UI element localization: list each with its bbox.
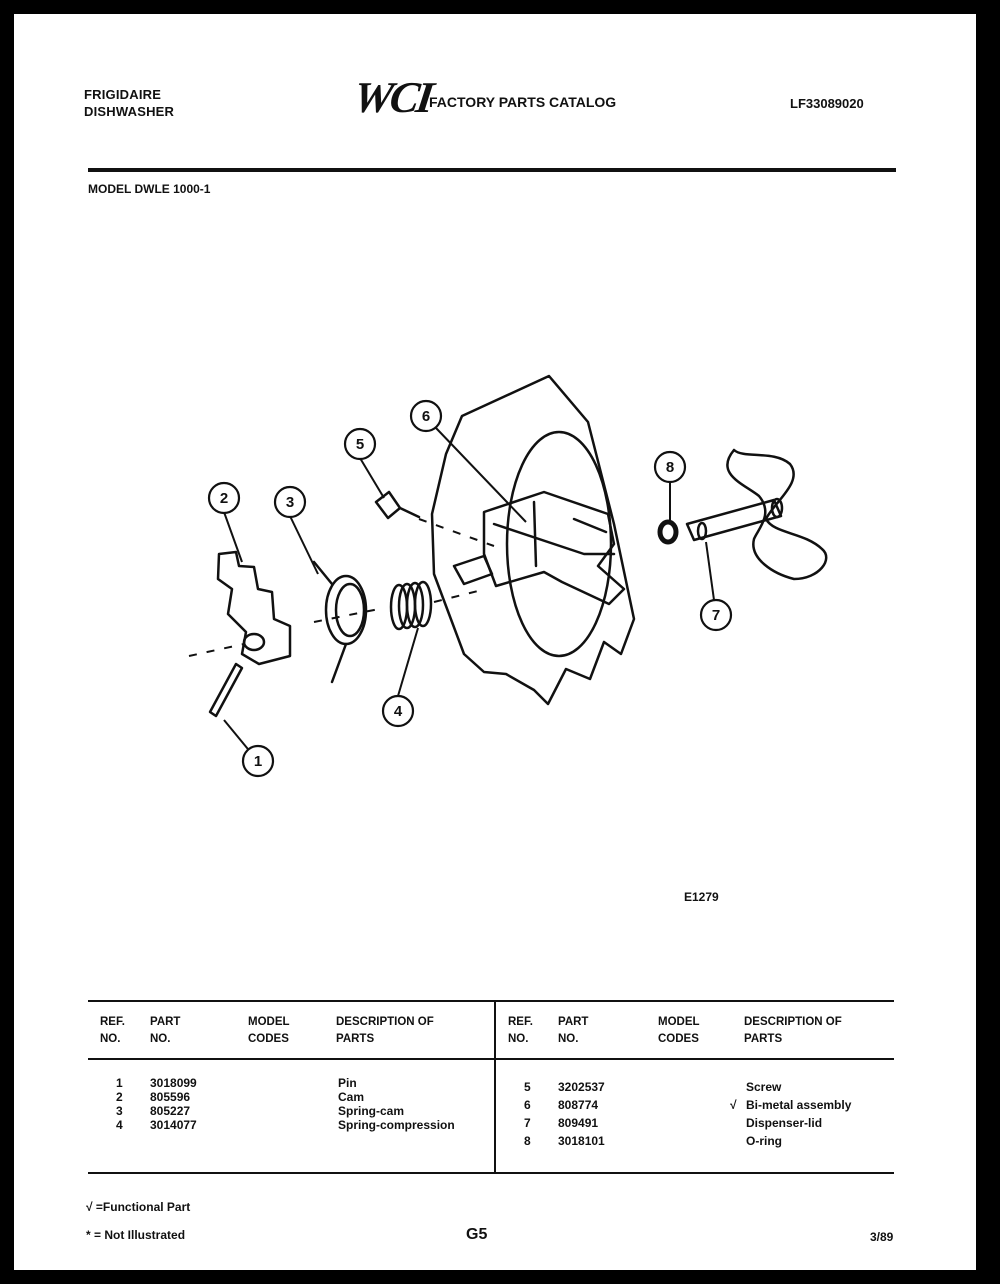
header-desc-right: DESCRIPTION OF PARTS xyxy=(744,1016,842,1045)
table-divider xyxy=(494,1000,496,1172)
row-part: 3202537 xyxy=(558,1080,605,1094)
row-ref: 1 xyxy=(116,1076,123,1090)
parts-table xyxy=(88,1000,894,1176)
row-ref: 2 xyxy=(116,1090,123,1104)
row-desc: Bi-metal assembly xyxy=(746,1098,852,1112)
row-ref: 5 xyxy=(524,1080,531,1094)
table-top-rule xyxy=(88,1000,894,1002)
pin xyxy=(210,664,242,716)
figure-code: E1279 xyxy=(684,890,719,904)
row-ref: 8 xyxy=(524,1134,531,1148)
housing-face xyxy=(507,432,611,656)
functional-part-note: √ =Functional Part xyxy=(86,1200,191,1214)
product-name: DISHWASHER xyxy=(84,104,175,119)
callout-2-label: 2 xyxy=(219,490,229,507)
row-ref: 3 xyxy=(116,1104,123,1118)
row-ref: 4 xyxy=(116,1118,123,1132)
row-part: 3014077 xyxy=(150,1118,197,1132)
callout-5-label: 5 xyxy=(355,436,365,453)
header-part-right: PART NO. xyxy=(558,1016,589,1045)
row-desc: Spring-cam xyxy=(338,1104,405,1118)
callout-8-label: 8 xyxy=(665,459,675,476)
row-part: 805596 xyxy=(150,1090,191,1104)
header-codes-left: MODEL CODES xyxy=(248,1016,290,1045)
lid-outline xyxy=(727,450,826,579)
header-ref-left: REF. NO. xyxy=(100,1016,125,1045)
row-part: 3018101 xyxy=(558,1134,605,1148)
exploded-diagram xyxy=(14,14,976,914)
row-part: 808774 xyxy=(558,1098,599,1112)
header-desc-left: DESCRIPTION OF PARTS xyxy=(336,1016,434,1045)
catalog-page xyxy=(14,14,976,1270)
table-header-rule xyxy=(88,1058,894,1060)
row-desc: Spring-compression xyxy=(338,1118,455,1132)
callout-6-label: 6 xyxy=(421,408,431,425)
row-ref: 7 xyxy=(524,1116,531,1130)
row-part: 805227 xyxy=(150,1104,191,1118)
callout-4-label: 4 xyxy=(393,703,403,720)
shaft xyxy=(687,500,781,540)
catalog-date: 3/89 xyxy=(870,1230,894,1244)
callout-7-label: 7 xyxy=(711,607,721,624)
callout-3-label: 3 xyxy=(285,494,295,511)
header-ref-right: REF. NO. xyxy=(508,1016,533,1045)
header-codes-right: MODEL CODES xyxy=(658,1016,700,1045)
row-ref: 6 xyxy=(524,1098,531,1112)
housing-outline xyxy=(432,376,634,704)
row-desc: O-ring xyxy=(746,1134,782,1148)
cam-spring xyxy=(314,562,366,682)
row-desc: Screw xyxy=(746,1080,782,1094)
table-bottom-rule xyxy=(88,1172,894,1174)
page-number: G5 xyxy=(466,1226,488,1243)
callout-1-label: 1 xyxy=(253,753,263,770)
row-desc: Dispenser-lid xyxy=(746,1116,823,1130)
row-part: 809491 xyxy=(558,1116,599,1130)
row-part: 3018099 xyxy=(150,1076,197,1090)
catalog-number: LF33089020 xyxy=(790,96,864,111)
compression-spring xyxy=(391,582,431,629)
row-code: √ xyxy=(730,1098,737,1112)
brand-name: FRIGIDAIRE xyxy=(84,87,162,102)
row-desc: Pin xyxy=(338,1076,357,1090)
row-desc: Cam xyxy=(338,1090,365,1104)
assembly-axis xyxy=(189,590,482,656)
wci-logo: WCI xyxy=(350,73,435,122)
bimetal-assembly xyxy=(484,492,624,604)
catalog-title: FACTORY PARTS CATALOG xyxy=(429,94,617,110)
o-ring xyxy=(660,522,676,542)
not-illustrated-note: * = Not Illustrated xyxy=(86,1228,186,1242)
model-number: MODEL DWLE 1000-1 xyxy=(88,182,211,196)
header-part-left: PART NO. xyxy=(150,1016,181,1045)
